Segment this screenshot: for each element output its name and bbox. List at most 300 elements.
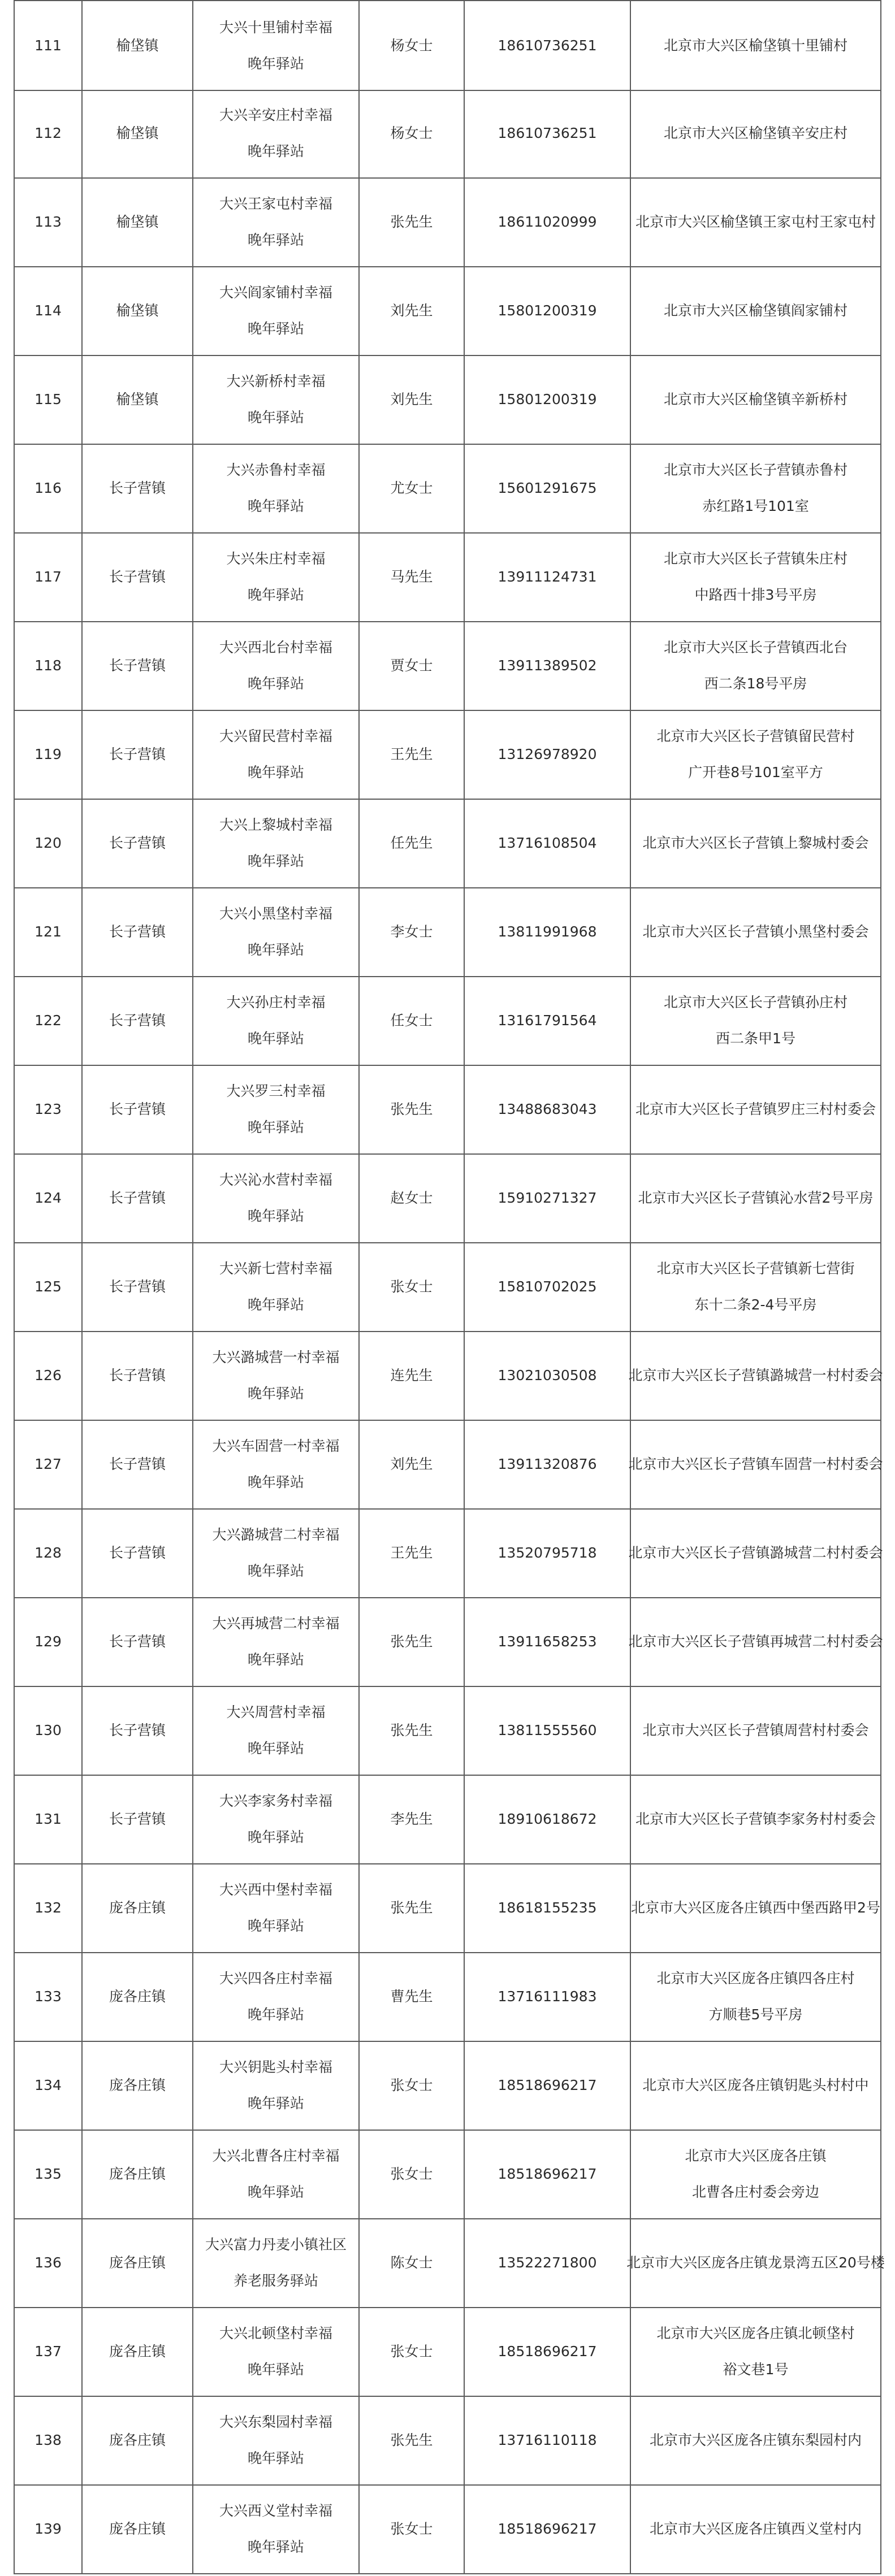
row-number [14,2484,81,2573]
row-number-text: 136 [34,2254,62,2271]
contact-person-cell [358,1,464,90]
town-cell [81,1420,192,1508]
address-cell-text: 北京市大兴区长子营镇周营村村委会 [642,1721,869,1738]
row-number [14,799,81,887]
station-name-cell-text: 晚年驿站 [247,852,304,869]
table-row [14,2484,881,2574]
phone-cell-text: 15601291675 [498,479,597,496]
station-name-cell [192,621,358,710]
phone-cell-text: 15810702025 [498,1278,597,1295]
contact-person-cell-text: 李女士 [390,923,433,940]
contact-person-cell [358,2218,464,2307]
station-name-cell-text: 晚年驿站 [247,2183,304,2200]
phone-cell-text: 18518696217 [498,2165,597,2182]
station-name-cell [192,1420,358,1508]
table-row [14,266,881,356]
row-number [14,1775,81,1863]
station-name-cell-text: 养老服务驿站 [233,2272,318,2289]
contact-person-cell-text: 任先生 [390,834,433,851]
phone-cell-text: 13716110118 [498,2431,597,2448]
row-number-text: 121 [34,923,62,940]
phone-cell-text: 15801200319 [498,391,597,407]
address-cell [630,1863,881,1952]
contact-person-cell-text: 马先生 [390,568,433,585]
contact-person-cell-text: 陈女士 [390,2254,433,2271]
address-cell-text: 中路西十排3号平房 [694,586,817,603]
contact-person-cell-text: 刘先生 [390,302,433,319]
row-number-text: 131 [34,1810,62,1827]
address-cell [630,2130,881,2218]
address-cell [630,1686,881,1775]
town-cell-text: 庞各庄镇 [109,2343,166,2360]
contact-person-cell-text: 张女士 [390,1278,433,1295]
contact-person-cell-text: 张先生 [390,1899,433,1916]
town-cell [81,1597,192,1686]
contact-person-cell-text: 刘先生 [390,391,433,407]
phone-cell-text: 15801200319 [498,302,597,319]
phone-cell-text: 13716111983 [498,1988,597,2005]
table-row [14,532,881,622]
table-row [14,177,881,267]
station-name-cell-text: 晚年驿站 [247,1118,304,1135]
phone-cell [464,976,630,1065]
address-cell [630,177,881,266]
row-number [14,710,81,799]
station-name-cell [192,1331,358,1420]
station-name-cell-text: 大兴北曹各庄村幸福 [212,2147,340,2164]
row-number-text: 139 [34,2520,62,2537]
contact-person-cell [358,266,464,355]
phone-cell [464,2130,630,2218]
station-name-cell-text: 晚年驿站 [247,675,304,692]
address-cell [630,532,881,621]
address-cell [630,89,881,177]
station-name-cell-text: 大兴车固营一村幸福 [212,1437,340,1454]
phone-cell [464,1597,630,1686]
town-cell-text: 榆垡镇 [116,302,159,319]
table-row [14,1686,881,1776]
station-name-cell-text: 大兴沁水营村幸福 [219,1171,332,1188]
station-name-cell [192,532,358,621]
station-name-cell [192,2484,358,2573]
town-cell [81,1508,192,1597]
table-row [14,1775,881,1864]
table-row [14,0,881,91]
table-row [14,2307,881,2397]
phone-cell [464,799,630,887]
town-cell-text: 长子营镇 [109,1633,166,1650]
row-number [14,1153,81,1242]
contact-person-cell-text: 杨女士 [390,37,433,54]
station-name-cell-text: 大兴朱庄村幸福 [226,550,326,567]
station-name-cell-text: 晚年驿站 [247,142,304,159]
phone-cell-text: 13911320876 [498,1455,597,1472]
phone-cell-text: 18610736251 [498,124,597,141]
contact-person-cell-text: 张先生 [390,1633,433,1650]
contact-person-cell [358,1508,464,1597]
row-number [14,266,81,355]
station-name-cell-text: 大兴钥匙头村幸福 [219,2058,332,2075]
address-cell-text: 北京市大兴区长子营镇再城营二村村委会 [628,1633,883,1650]
contact-person-cell [358,177,464,266]
station-name-cell-text: 大兴西北台村幸福 [219,639,332,656]
town-cell-text: 长子营镇 [109,1100,166,1117]
address-cell [630,1242,881,1331]
address-cell-text: 西二条18号平房 [704,675,807,692]
station-name-cell-text: 大兴上黎城村幸福 [219,816,332,833]
row-number [14,1420,81,1508]
town-cell-text: 庞各庄镇 [109,2165,166,2182]
address-cell-text: 北京市大兴区榆垡镇阎家铺村 [663,302,848,319]
phone-cell [464,89,630,177]
address-cell-text: 北京市大兴区长子营镇李家务村村委会 [635,1810,876,1827]
station-name-cell [192,266,358,355]
address-cell-text: 北京市大兴区庞各庄镇 [685,2147,827,2164]
town-cell [81,177,192,266]
address-cell-text: 北京市大兴区长子营镇小黑垡村委会 [642,923,869,940]
row-number-text: 138 [34,2431,62,2448]
town-cell [81,710,192,799]
phone-cell [464,1775,630,1863]
contact-person-cell [358,1597,464,1686]
town-cell-text: 长子营镇 [109,1455,166,1472]
town-cell-text: 庞各庄镇 [109,2431,166,2448]
station-name-cell-text: 大兴富力丹麦小镇社区 [205,2236,347,2253]
contact-person-cell-text: 张女士 [390,2076,433,2093]
town-cell-text: 榆垡镇 [116,213,159,230]
town-cell [81,1331,192,1420]
phone-cell [464,1331,630,1420]
address-cell [630,2484,881,2573]
contact-person-cell-text: 王先生 [390,1544,433,1561]
station-name-cell [192,1242,358,1331]
station-name-cell-text: 晚年驿站 [247,1562,304,1579]
table-row [14,444,881,534]
row-number-text: 117 [34,568,62,585]
row-number-text: 137 [34,2343,62,2360]
phone-cell [464,1952,630,2041]
town-cell [81,1242,192,1331]
phone-cell-text: 13488683043 [498,1100,597,1117]
station-name-cell [192,1065,358,1153]
station-name-cell-text: 晚年驿站 [247,231,304,248]
row-number [14,1863,81,1952]
phone-cell [464,2307,630,2396]
row-number [14,1242,81,1331]
town-cell [81,1,192,90]
phone-cell [464,2041,630,2130]
station-name-cell-text: 大兴周营村幸福 [226,1703,326,1720]
station-name-cell [192,887,358,976]
station-name-cell-text: 晚年驿站 [247,2449,304,2466]
contact-person-cell-text: 连先生 [390,1367,433,1384]
row-number-text: 135 [34,2165,62,2182]
phone-cell [464,887,630,976]
row-number-text: 129 [34,1633,62,1650]
table-row [14,1242,881,1332]
address-cell-text: 北京市大兴区庞各庄镇北顿垡村 [656,2325,855,2341]
address-cell-text: 北京市大兴区庞各庄镇东梨园村内 [649,2431,862,2448]
station-name-cell-text: 晚年驿站 [247,2361,304,2378]
phone-cell [464,2396,630,2484]
address-cell [630,799,881,887]
contact-person-cell-text: 任女士 [390,1012,433,1029]
phone-cell-text: 13716108504 [498,834,597,851]
contact-person-cell-text: 王先生 [390,745,433,762]
town-cell [81,1863,192,1952]
station-name-cell [192,355,358,444]
row-number [14,355,81,444]
address-cell [630,444,881,532]
address-cell [630,2307,881,2396]
station-name-cell-text: 大兴东梨园村幸福 [219,2413,332,2430]
station-name-cell [192,2130,358,2218]
address-cell [630,1065,881,1153]
address-cell [630,2041,881,2130]
row-number-text: 124 [34,1189,62,1206]
contact-person-cell-text: 张女士 [390,2165,433,2182]
row-number-text: 123 [34,1100,62,1117]
table-row [14,1420,881,1510]
address-cell-text: 北京市大兴区长子营镇新七营街 [656,1260,855,1277]
table-row [14,1065,881,1155]
station-name-cell [192,2396,358,2484]
contact-person-cell [358,2130,464,2218]
row-number [14,177,81,266]
station-name-cell [192,1863,358,1952]
phone-cell [464,1065,630,1153]
station-name-cell-text: 大兴潞城营一村幸福 [212,1348,340,1365]
address-cell [630,1153,881,1242]
station-name-cell [192,1153,358,1242]
contact-person-cell [358,2484,464,2573]
row-number [14,1,81,90]
phone-cell [464,1863,630,1952]
town-cell-text: 长子营镇 [109,1367,166,1384]
station-name-cell-text: 晚年驿站 [247,1828,304,1845]
town-cell [81,1153,192,1242]
address-cell-text: 北京市大兴区长子营镇孙庄村 [663,994,848,1011]
contact-person-cell-text: 尤女士 [390,479,433,496]
row-number [14,1508,81,1597]
phone-cell [464,2218,630,2307]
phone-cell-text: 13811555560 [498,1721,597,1738]
address-cell-text: 北京市大兴区长子营镇潞城营一村村委会 [628,1367,883,1384]
station-name-cell-text: 大兴十里铺村幸福 [219,19,332,36]
address-cell-text: 北京市大兴区庞各庄镇西中堡西路甲2号 [631,1899,880,1916]
town-cell [81,89,192,177]
station-name-cell-text: 晚年驿站 [247,1296,304,1313]
station-name-cell [192,1952,358,2041]
town-cell-text: 庞各庄镇 [109,2520,166,2537]
station-name-cell-text: 晚年驿站 [247,409,304,426]
address-cell [630,2396,881,2484]
station-name-cell-text: 晚年驿站 [247,2538,304,2555]
station-name-cell [192,1775,358,1863]
town-cell-text: 榆垡镇 [116,37,159,54]
station-name-cell-text: 大兴新七营村幸福 [219,1260,332,1277]
station-name-cell-text: 晚年驿站 [247,1651,304,1668]
contact-person-cell-text: 张女士 [390,2343,433,2360]
station-name-cell-text: 大兴北顿垡村幸福 [219,2325,332,2341]
row-number-text: 130 [34,1721,62,1738]
contact-person-cell [358,1242,464,1331]
contact-person-cell [358,1331,464,1420]
phone-cell [464,266,630,355]
address-cell-text: 北京市大兴区长子营镇留民营村 [656,727,855,744]
row-number [14,1686,81,1775]
station-name-cell-text: 晚年驿站 [247,1917,304,1934]
station-name-cell-text: 晚年驿站 [247,764,304,780]
contact-person-cell [358,799,464,887]
town-cell-text: 长子营镇 [109,1721,166,1738]
table-row [14,89,881,179]
address-cell-text: 赤红路1号101室 [702,497,809,514]
address-cell-text: 北曹各庄村委会旁边 [691,2183,819,2200]
town-cell-text: 长子营镇 [109,923,166,940]
address-cell-text: 北京市大兴区长子营镇赤鲁村 [663,461,848,478]
phone-cell [464,532,630,621]
row-number [14,1597,81,1686]
contact-person-cell [358,976,464,1065]
phone-cell-text: 18910618672 [498,1810,597,1827]
contact-person-cell [358,1952,464,2041]
station-name-cell-text: 大兴西义堂村幸福 [219,2502,332,2519]
town-cell-text: 庞各庄镇 [109,2254,166,2271]
table-row [14,1331,881,1421]
address-cell [630,887,881,976]
address-cell [630,710,881,799]
table-row [14,887,881,977]
contact-person-cell-text: 张先生 [390,213,433,230]
station-name-cell-text: 晚年驿站 [247,941,304,958]
station-name-cell [192,799,358,887]
row-number [14,444,81,532]
row-number [14,2396,81,2484]
station-name-cell-text: 大兴辛安庄村幸福 [219,106,332,123]
contact-person-cell [358,1686,464,1775]
station-name-cell-text: 晚年驿站 [247,1740,304,1757]
address-cell-text: 北京市大兴区庞各庄镇钥匙头村村中 [642,2076,869,2093]
station-name-cell-text: 大兴李家务村幸福 [219,1792,332,1809]
row-number-text: 120 [34,834,62,851]
station-name-cell-text: 大兴小黑垡村幸福 [219,905,332,922]
phone-cell-text: 13911124731 [498,568,597,585]
address-cell-text: 北京市大兴区长子营镇车固营一村村委会 [628,1455,883,1472]
address-cell-text: 北京市大兴区榆垡镇王家屯村王家屯村 [635,213,876,230]
address-cell [630,1597,881,1686]
address-cell-text: 西二条甲1号 [716,1030,795,1047]
phone-cell-text: 13911658253 [498,1633,597,1650]
station-name-cell-text: 大兴阎家铺村幸福 [219,284,332,301]
town-cell [81,266,192,355]
phone-cell-text: 13126978920 [498,745,597,762]
town-cell [81,2130,192,2218]
station-name-cell-text: 晚年驿站 [247,2006,304,2023]
row-number-text: 112 [34,124,62,141]
phone-cell-text: 18610736251 [498,37,597,54]
phone-cell [464,177,630,266]
station-name-cell-text: 晚年驿站 [247,320,304,337]
phone-cell-text: 18611020999 [498,213,597,230]
contact-person-cell [358,2307,464,2396]
table-row [14,799,881,888]
row-number [14,532,81,621]
address-cell-text: 北京市大兴区庞各庄镇龙景湾五区20号楼 [626,2254,885,2271]
town-cell [81,2307,192,2396]
contact-person-cell-text: 贾女士 [390,657,433,674]
phone-cell [464,1508,630,1597]
contact-person-cell [358,621,464,710]
station-name-cell-text: 大兴王家屯村幸福 [219,195,332,212]
row-number-text: 115 [34,391,62,407]
phone-cell-text: 13161791564 [498,1012,597,1029]
contact-person-cell [358,1065,464,1153]
address-cell-text: 北京市大兴区长子营镇上黎城村委会 [642,834,869,851]
row-number [14,621,81,710]
contact-person-cell-text: 李先生 [390,1810,433,1827]
address-cell [630,355,881,444]
row-number [14,1065,81,1153]
address-cell-text: 北京市大兴区长子营镇朱庄村 [663,550,848,567]
phone-cell-text: 13811991968 [498,923,597,940]
phone-cell-text: 18518696217 [498,2343,597,2360]
phone-cell [464,1,630,90]
town-cell-text: 庞各庄镇 [109,2076,166,2093]
row-number-text: 134 [34,2076,62,2093]
town-cell-text: 长子营镇 [109,1012,166,1029]
station-name-cell [192,976,358,1065]
town-cell [81,799,192,887]
station-name-cell [192,177,358,266]
row-number [14,1331,81,1420]
town-cell [81,2218,192,2307]
contact-person-cell-text: 赵女士 [390,1189,433,1206]
town-cell [81,1775,192,1863]
row-number [14,2041,81,2130]
address-cell-text: 北京市大兴区榆垡镇十里铺村 [663,37,848,54]
station-name-cell-text: 晚年驿站 [247,497,304,514]
town-cell [81,976,192,1065]
station-name-cell-text: 晚年驿站 [247,586,304,603]
town-cell [81,2484,192,2573]
row-number-text: 128 [34,1544,62,1561]
station-name-cell [192,2041,358,2130]
station-name-cell [192,1508,358,1597]
table-row [14,2396,881,2486]
town-cell-text: 榆垡镇 [116,124,159,141]
contact-person-cell [358,2396,464,2484]
station-name-cell [192,2218,358,2307]
contact-person-cell [358,89,464,177]
town-cell [81,1952,192,2041]
station-name-cell-text: 大兴西中堡村幸福 [219,1881,332,1898]
table-row [14,355,881,445]
row-number [14,1952,81,2041]
address-cell-text: 北京市大兴区榆垡镇辛安庄村 [663,124,848,141]
table-row [14,710,881,800]
address-cell [630,1775,881,1863]
contact-person-cell [358,710,464,799]
contact-person-cell-text: 张先生 [390,1100,433,1117]
station-name-cell [192,89,358,177]
phone-cell-text: 18618155235 [498,1899,597,1916]
row-number-text: 119 [34,745,62,762]
station-name-cell [192,1,358,90]
address-cell [630,1331,881,1420]
contact-person-cell [358,355,464,444]
table-row [14,1952,881,2042]
